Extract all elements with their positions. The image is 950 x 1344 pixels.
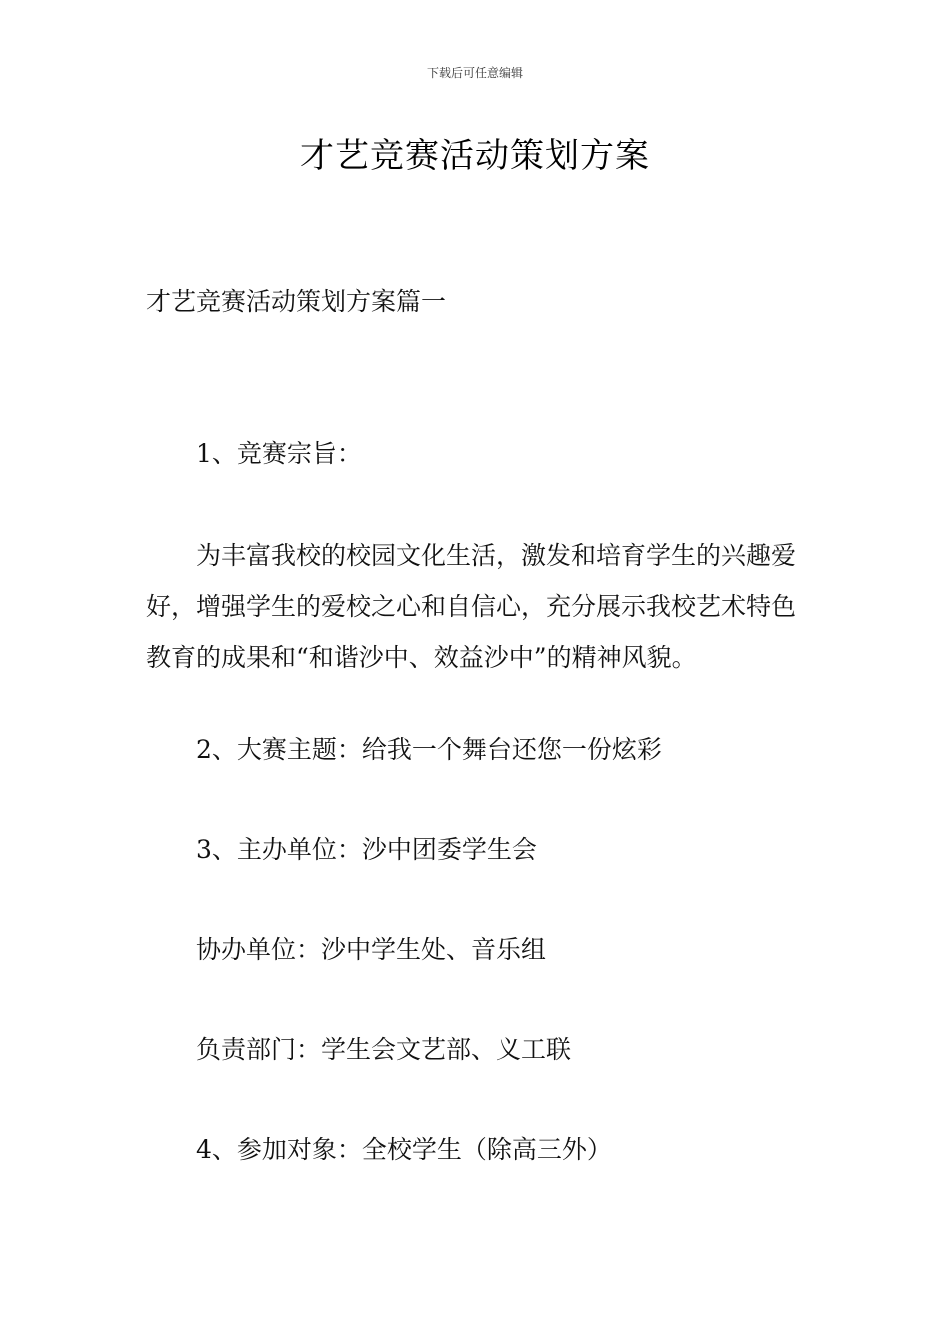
item-co-organizer: 协办单位：沙中学生处、音乐组 [196, 935, 547, 964]
item-organizer: 3、主办单位：沙中团委学生会 [196, 835, 537, 864]
document-title: 才艺竞赛活动策划方案 [300, 136, 650, 176]
item-purpose-heading: 1、竞赛宗旨： [196, 439, 362, 468]
item-responsible-dept: 负责部门：学生会文艺部、义工联 [196, 1035, 572, 1064]
purpose-paragraph: 为丰富我校的校园文化生活，激发和培育学生的兴趣爱好，增强学生的爱校之心和自信心，充分展示我校艺术特色教育的成果和“和谐沙中、效益沙中”的精神风貌。 [146, 541, 797, 672]
item-participants: 4、参加对象：全校学生（除高三外） [196, 1135, 612, 1164]
item-theme: 2、大赛主题：给我一个舞台还您一份炫彩 [196, 735, 662, 764]
header-note: 下载后可任意编辑 [426, 66, 523, 80]
section-heading: 才艺竞赛活动策划方案篇一 [146, 287, 447, 316]
